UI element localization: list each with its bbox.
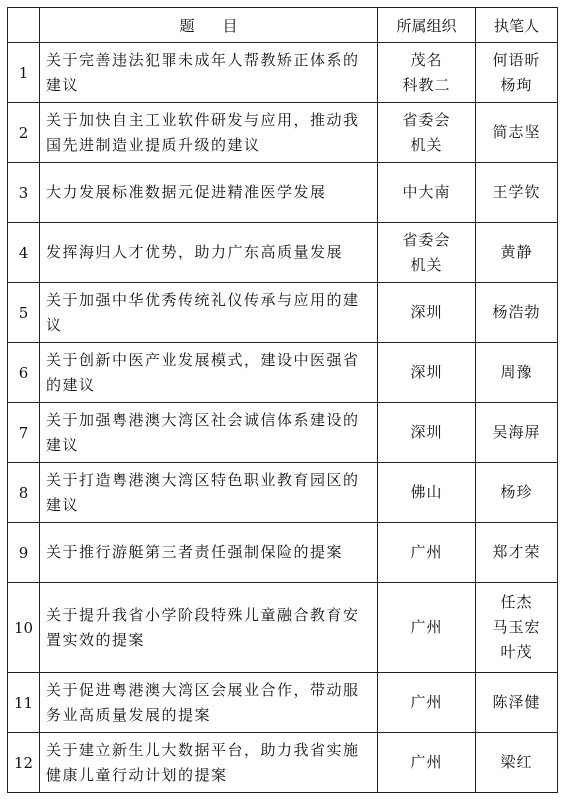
table-row <box>8 403 558 463</box>
table-row <box>8 673 558 733</box>
row-org: 广州 <box>378 583 476 673</box>
row-author: 杨浩勃 <box>476 283 558 343</box>
row-number: 9 <box>8 523 40 583</box>
table-row <box>8 463 558 523</box>
row-author: 陈泽健 <box>476 673 558 733</box>
row-author: 周豫 <box>476 343 558 403</box>
table-row <box>8 283 558 343</box>
row-number: 2 <box>8 103 40 163</box>
row-title: 关于打造粤港澳大湾区特色职业教育园区的建议 <box>40 463 378 523</box>
row-author: 吴海屏 <box>476 403 558 463</box>
row-org: 深圳 <box>378 283 476 343</box>
row-org: 广州 <box>378 523 476 583</box>
row-author: 杨珍 <box>476 463 558 523</box>
row-author: 任杰 马玉宏 叶茂 <box>476 583 558 673</box>
row-number: 1 <box>8 43 40 103</box>
table-row <box>8 523 558 583</box>
table-row <box>8 103 558 163</box>
row-title: 关于加强中华优秀传统礼仪传承与应用的建议 <box>40 283 378 343</box>
row-title: 关于创新中医产业发展模式，建设中医强省的建议 <box>40 343 378 403</box>
header-org: 所属组织 <box>378 8 476 43</box>
row-title: 发挥海归人才优势，助力广东高质量发展 <box>40 223 378 283</box>
row-org: 佛山 <box>378 463 476 523</box>
row-author: 郑才荣 <box>476 523 558 583</box>
row-author: 梁红 <box>476 733 558 793</box>
row-number: 3 <box>8 163 40 223</box>
table-row <box>8 343 558 403</box>
row-number: 6 <box>8 343 40 403</box>
proposal-table <box>7 7 558 793</box>
table-row <box>8 733 558 793</box>
row-org: 深圳 <box>378 403 476 463</box>
table-row <box>8 583 558 673</box>
row-title: 关于加快自主工业软件研发与应用，推动我国先进制造业提质升级的建议 <box>40 103 378 163</box>
row-org: 省委会 机关 <box>378 223 476 283</box>
header-author: 执笔人 <box>476 8 558 43</box>
row-number: 10 <box>8 583 40 673</box>
row-title: 关于促进粤港澳大湾区会展业合作，带动服务业高质量发展的提案 <box>40 673 378 733</box>
row-title: 大力发展标准数据元促进精准医学发展 <box>40 163 378 223</box>
row-author: 简志坚 <box>476 103 558 163</box>
row-title: 关于建立新生儿大数据平台，助力我省实施健康儿童行动计划的提案 <box>40 733 378 793</box>
row-number: 12 <box>8 733 40 793</box>
row-org: 中大南 <box>378 163 476 223</box>
header-row <box>8 8 558 43</box>
table-row <box>8 163 558 223</box>
row-org: 省委会 机关 <box>378 103 476 163</box>
row-title: 关于提升我省小学阶段特殊儿童融合教育安置实效的提案 <box>40 583 378 673</box>
table-row <box>8 43 558 103</box>
header-num <box>8 8 40 43</box>
header-title: 题目 <box>40 8 378 43</box>
row-org: 深圳 <box>378 343 476 403</box>
row-number: 7 <box>8 403 40 463</box>
row-title: 关于完善违法犯罪未成年人帮教矫正体系的建议 <box>40 43 378 103</box>
table-row <box>8 223 558 283</box>
row-number: 4 <box>8 223 40 283</box>
row-author: 黄静 <box>476 223 558 283</box>
row-title: 关于推行游艇第三者责任强制保险的提案 <box>40 523 378 583</box>
row-org: 广州 <box>378 733 476 793</box>
row-org: 广州 <box>378 673 476 733</box>
row-number: 8 <box>8 463 40 523</box>
row-org: 茂名 科教二 <box>378 43 476 103</box>
row-number: 5 <box>8 283 40 343</box>
row-author: 何语昕 杨珣 <box>476 43 558 103</box>
row-author: 王学钦 <box>476 163 558 223</box>
row-title: 关于加强粤港澳大湾区社会诚信体系建设的建议 <box>40 403 378 463</box>
row-number: 11 <box>8 673 40 733</box>
